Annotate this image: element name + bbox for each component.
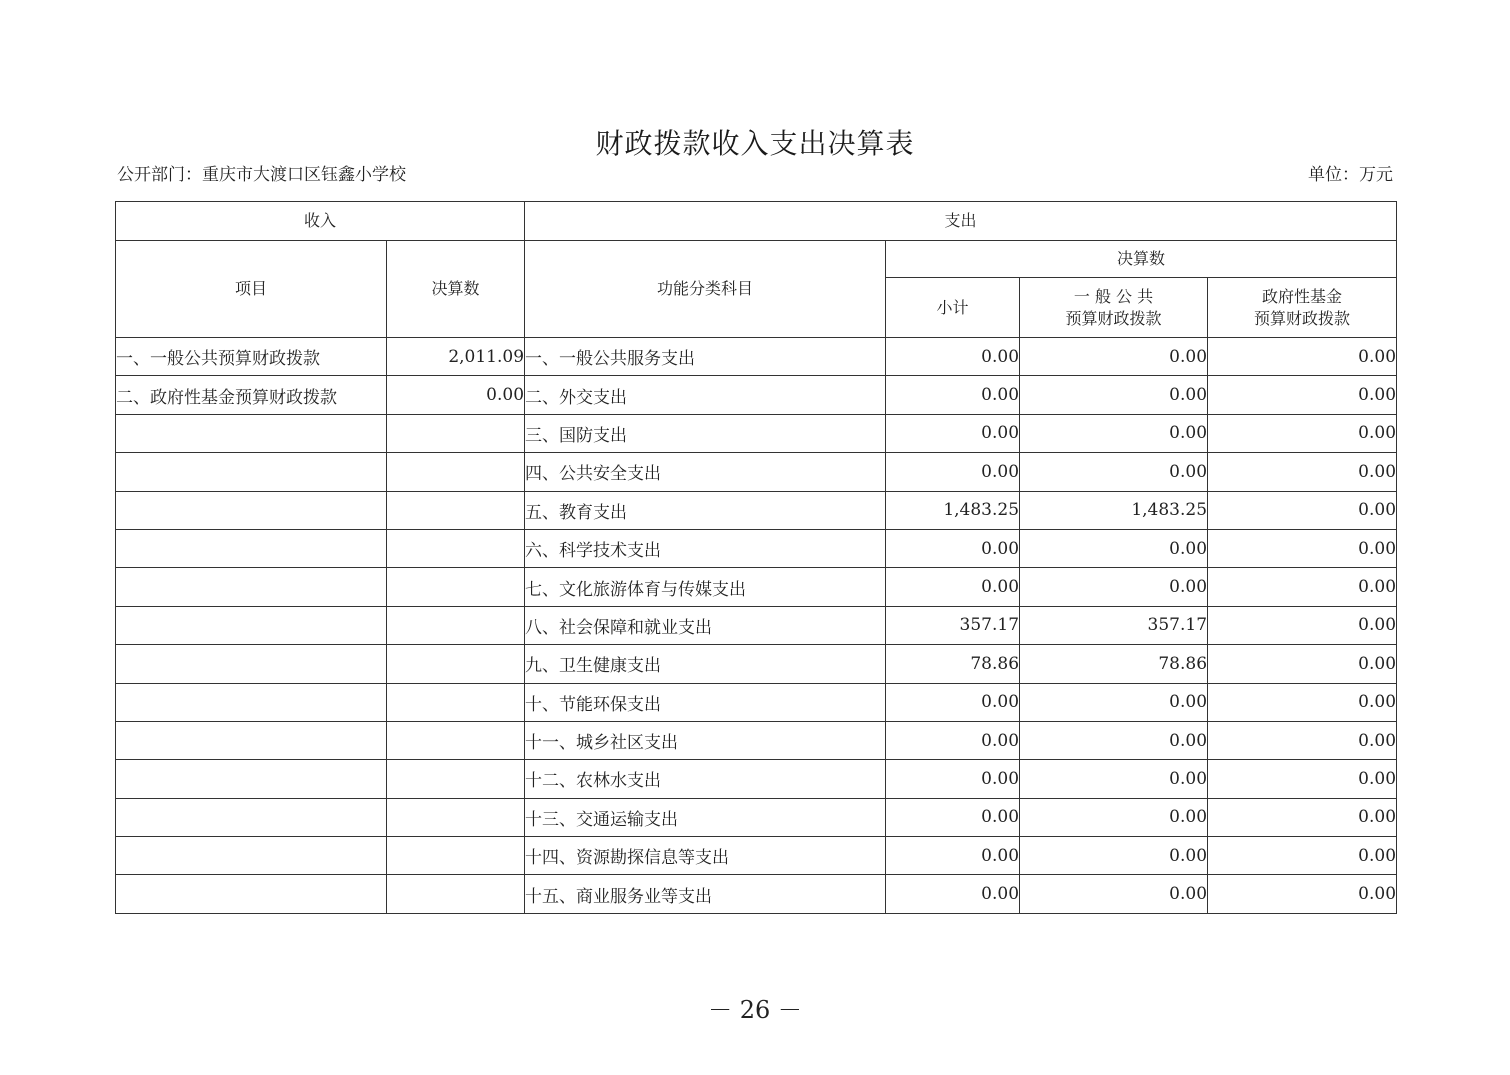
table-row (116, 760, 1397, 798)
subtotal-cell: 78.86 (886, 645, 1020, 683)
gov-fund-cell: 0.00 (1208, 529, 1397, 567)
subtotal-cell: 0.00 (886, 414, 1020, 452)
category-cell: 一、一般公共服务支出 (525, 338, 886, 376)
category-cell: 七、文化旅游体育与传媒支出 (525, 568, 886, 606)
gov-fund-cell: 0.00 (1208, 683, 1397, 721)
general-budget-cell: 0.00 (1020, 376, 1208, 414)
subtotal-cell: 357.17 (886, 606, 1020, 644)
gov-fund-cell: 0.00 (1208, 645, 1397, 683)
general-budget-cell: 0.00 (1020, 837, 1208, 875)
table-row (116, 721, 1397, 759)
header-gov-fund-line1: 政府性基金 (1262, 286, 1343, 306)
category-cell: 十、节能环保支出 (525, 683, 886, 721)
subtotal-cell: 0.00 (886, 568, 1020, 606)
category-cell: 十一、城乡社区支出 (525, 721, 886, 759)
gov-fund-cell: 0.00 (1208, 338, 1397, 376)
table-row (116, 376, 1397, 414)
subtotal-cell: 1,483.25 (886, 491, 1020, 529)
category-cell: 四、公共安全支出 (525, 453, 886, 491)
subtotal-cell: 0.00 (886, 837, 1020, 875)
category-cell: 八、社会保障和就业支出 (525, 606, 886, 644)
header-general-budget-line2: 预算财政拨款 (1065, 308, 1162, 328)
table-row (116, 491, 1397, 529)
header-income: 收入 (116, 202, 525, 241)
general-budget-cell: 0.00 (1020, 568, 1208, 606)
general-budget-cell: 0.00 (1020, 875, 1208, 913)
income-amount-cell: 2,011.09 (387, 338, 525, 376)
gov-fund-cell: 0.00 (1208, 798, 1397, 836)
header-subtotal: 小计 (886, 278, 1020, 338)
gov-fund-cell: 0.00 (1208, 875, 1397, 913)
subtotal-cell: 0.00 (886, 721, 1020, 759)
income-amount-cell (387, 683, 525, 721)
category-cell: 二、外交支出 (525, 376, 886, 414)
budget-table (115, 201, 1397, 914)
table-row (116, 414, 1397, 452)
general-budget-cell: 0.00 (1020, 798, 1208, 836)
income-amount-cell (387, 414, 525, 452)
general-budget-cell: 0.00 (1020, 760, 1208, 798)
general-budget-cell: 0.00 (1020, 529, 1208, 567)
general-budget-cell: 0.00 (1020, 683, 1208, 721)
income-amount-cell (387, 760, 525, 798)
category-cell: 三、国防支出 (525, 414, 886, 452)
header-general-budget-line1: 一 般 公 共 (1073, 286, 1154, 306)
income-item-cell (116, 683, 387, 721)
income-amount-cell (387, 837, 525, 875)
income-item-cell (116, 606, 387, 644)
category-cell: 六、科学技术支出 (525, 529, 886, 567)
subtotal-cell: 0.00 (886, 376, 1020, 414)
income-item-cell: 一、一般公共预算财政拨款 (116, 338, 387, 376)
table-row (116, 568, 1397, 606)
general-budget-cell: 78.86 (1020, 645, 1208, 683)
gov-fund-cell: 0.00 (1208, 606, 1397, 644)
table-row (116, 683, 1397, 721)
general-budget-cell: 0.00 (1020, 414, 1208, 452)
general-budget-cell: 1,483.25 (1020, 491, 1208, 529)
income-item-cell (116, 568, 387, 606)
gov-fund-cell: 0.00 (1208, 453, 1397, 491)
income-amount-cell (387, 606, 525, 644)
income-item-cell (116, 875, 387, 913)
income-amount-cell (387, 875, 525, 913)
income-item-cell (116, 721, 387, 759)
income-amount-cell: 0.00 (387, 376, 525, 414)
table-body (116, 338, 1397, 914)
income-item-cell (116, 414, 387, 452)
income-amount-cell (387, 721, 525, 759)
table-row (116, 606, 1397, 644)
table-row (116, 837, 1397, 875)
category-cell: 九、卫生健康支出 (525, 645, 886, 683)
income-item-cell (116, 529, 387, 567)
income-item-cell (116, 645, 387, 683)
header-final-amount: 决算数 (387, 241, 525, 338)
income-amount-cell (387, 491, 525, 529)
header-final-amount-group: 决算数 (886, 241, 1397, 278)
income-item-cell (116, 491, 387, 529)
gov-fund-cell: 0.00 (1208, 414, 1397, 452)
table-row (116, 338, 1397, 376)
general-budget-cell: 0.00 (1020, 338, 1208, 376)
table-row (116, 453, 1397, 491)
header-function-category: 功能分类科目 (525, 241, 886, 338)
subtotal-cell: 0.00 (886, 453, 1020, 491)
income-amount-cell (387, 798, 525, 836)
income-amount-cell (387, 568, 525, 606)
table-row (116, 875, 1397, 913)
subtotal-cell: 0.00 (886, 529, 1020, 567)
general-budget-cell: 0.00 (1020, 453, 1208, 491)
subtotal-cell: 0.00 (886, 760, 1020, 798)
gov-fund-cell: 0.00 (1208, 491, 1397, 529)
header-expense: 支出 (525, 202, 1397, 241)
general-budget-cell: 0.00 (1020, 721, 1208, 759)
gov-fund-cell: 0.00 (1208, 568, 1397, 606)
document-title: 财政拨款收入支出决算表 (595, 127, 915, 160)
category-cell: 十二、农林水支出 (525, 760, 886, 798)
general-budget-cell: 357.17 (1020, 606, 1208, 644)
page-number: － 26 － (708, 996, 802, 1024)
subtotal-cell: 0.00 (886, 798, 1020, 836)
category-cell: 十三、交通运输支出 (525, 798, 886, 836)
header-general-budget (1020, 278, 1208, 338)
income-item-cell: 二、政府性基金预算财政拨款 (116, 376, 387, 414)
gov-fund-cell: 0.00 (1208, 376, 1397, 414)
table-row (116, 798, 1397, 836)
subtotal-cell: 0.00 (886, 683, 1020, 721)
income-item-cell (116, 453, 387, 491)
unit-label: 单位：万元 (1308, 165, 1393, 185)
header-gov-fund (1208, 278, 1397, 338)
table-row (116, 529, 1397, 567)
category-cell: 十四、资源勘探信息等支出 (525, 837, 886, 875)
income-amount-cell (387, 645, 525, 683)
income-amount-cell (387, 529, 525, 567)
income-item-cell (116, 837, 387, 875)
subtotal-cell: 0.00 (886, 875, 1020, 913)
gov-fund-cell: 0.00 (1208, 760, 1397, 798)
header-item: 项目 (116, 241, 387, 338)
subtotal-cell: 0.00 (886, 338, 1020, 376)
category-cell: 五、教育支出 (525, 491, 886, 529)
income-item-cell (116, 760, 387, 798)
income-item-cell (116, 798, 387, 836)
header-gov-fund-line2: 预算财政拨款 (1254, 308, 1351, 328)
income-amount-cell (387, 453, 525, 491)
table-row (116, 645, 1397, 683)
gov-fund-cell: 0.00 (1208, 837, 1397, 875)
gov-fund-cell: 0.00 (1208, 721, 1397, 759)
category-cell: 十五、商业服务业等支出 (525, 875, 886, 913)
department-label: 公开部门：重庆市大渡口区钰鑫小学校 (117, 165, 406, 185)
